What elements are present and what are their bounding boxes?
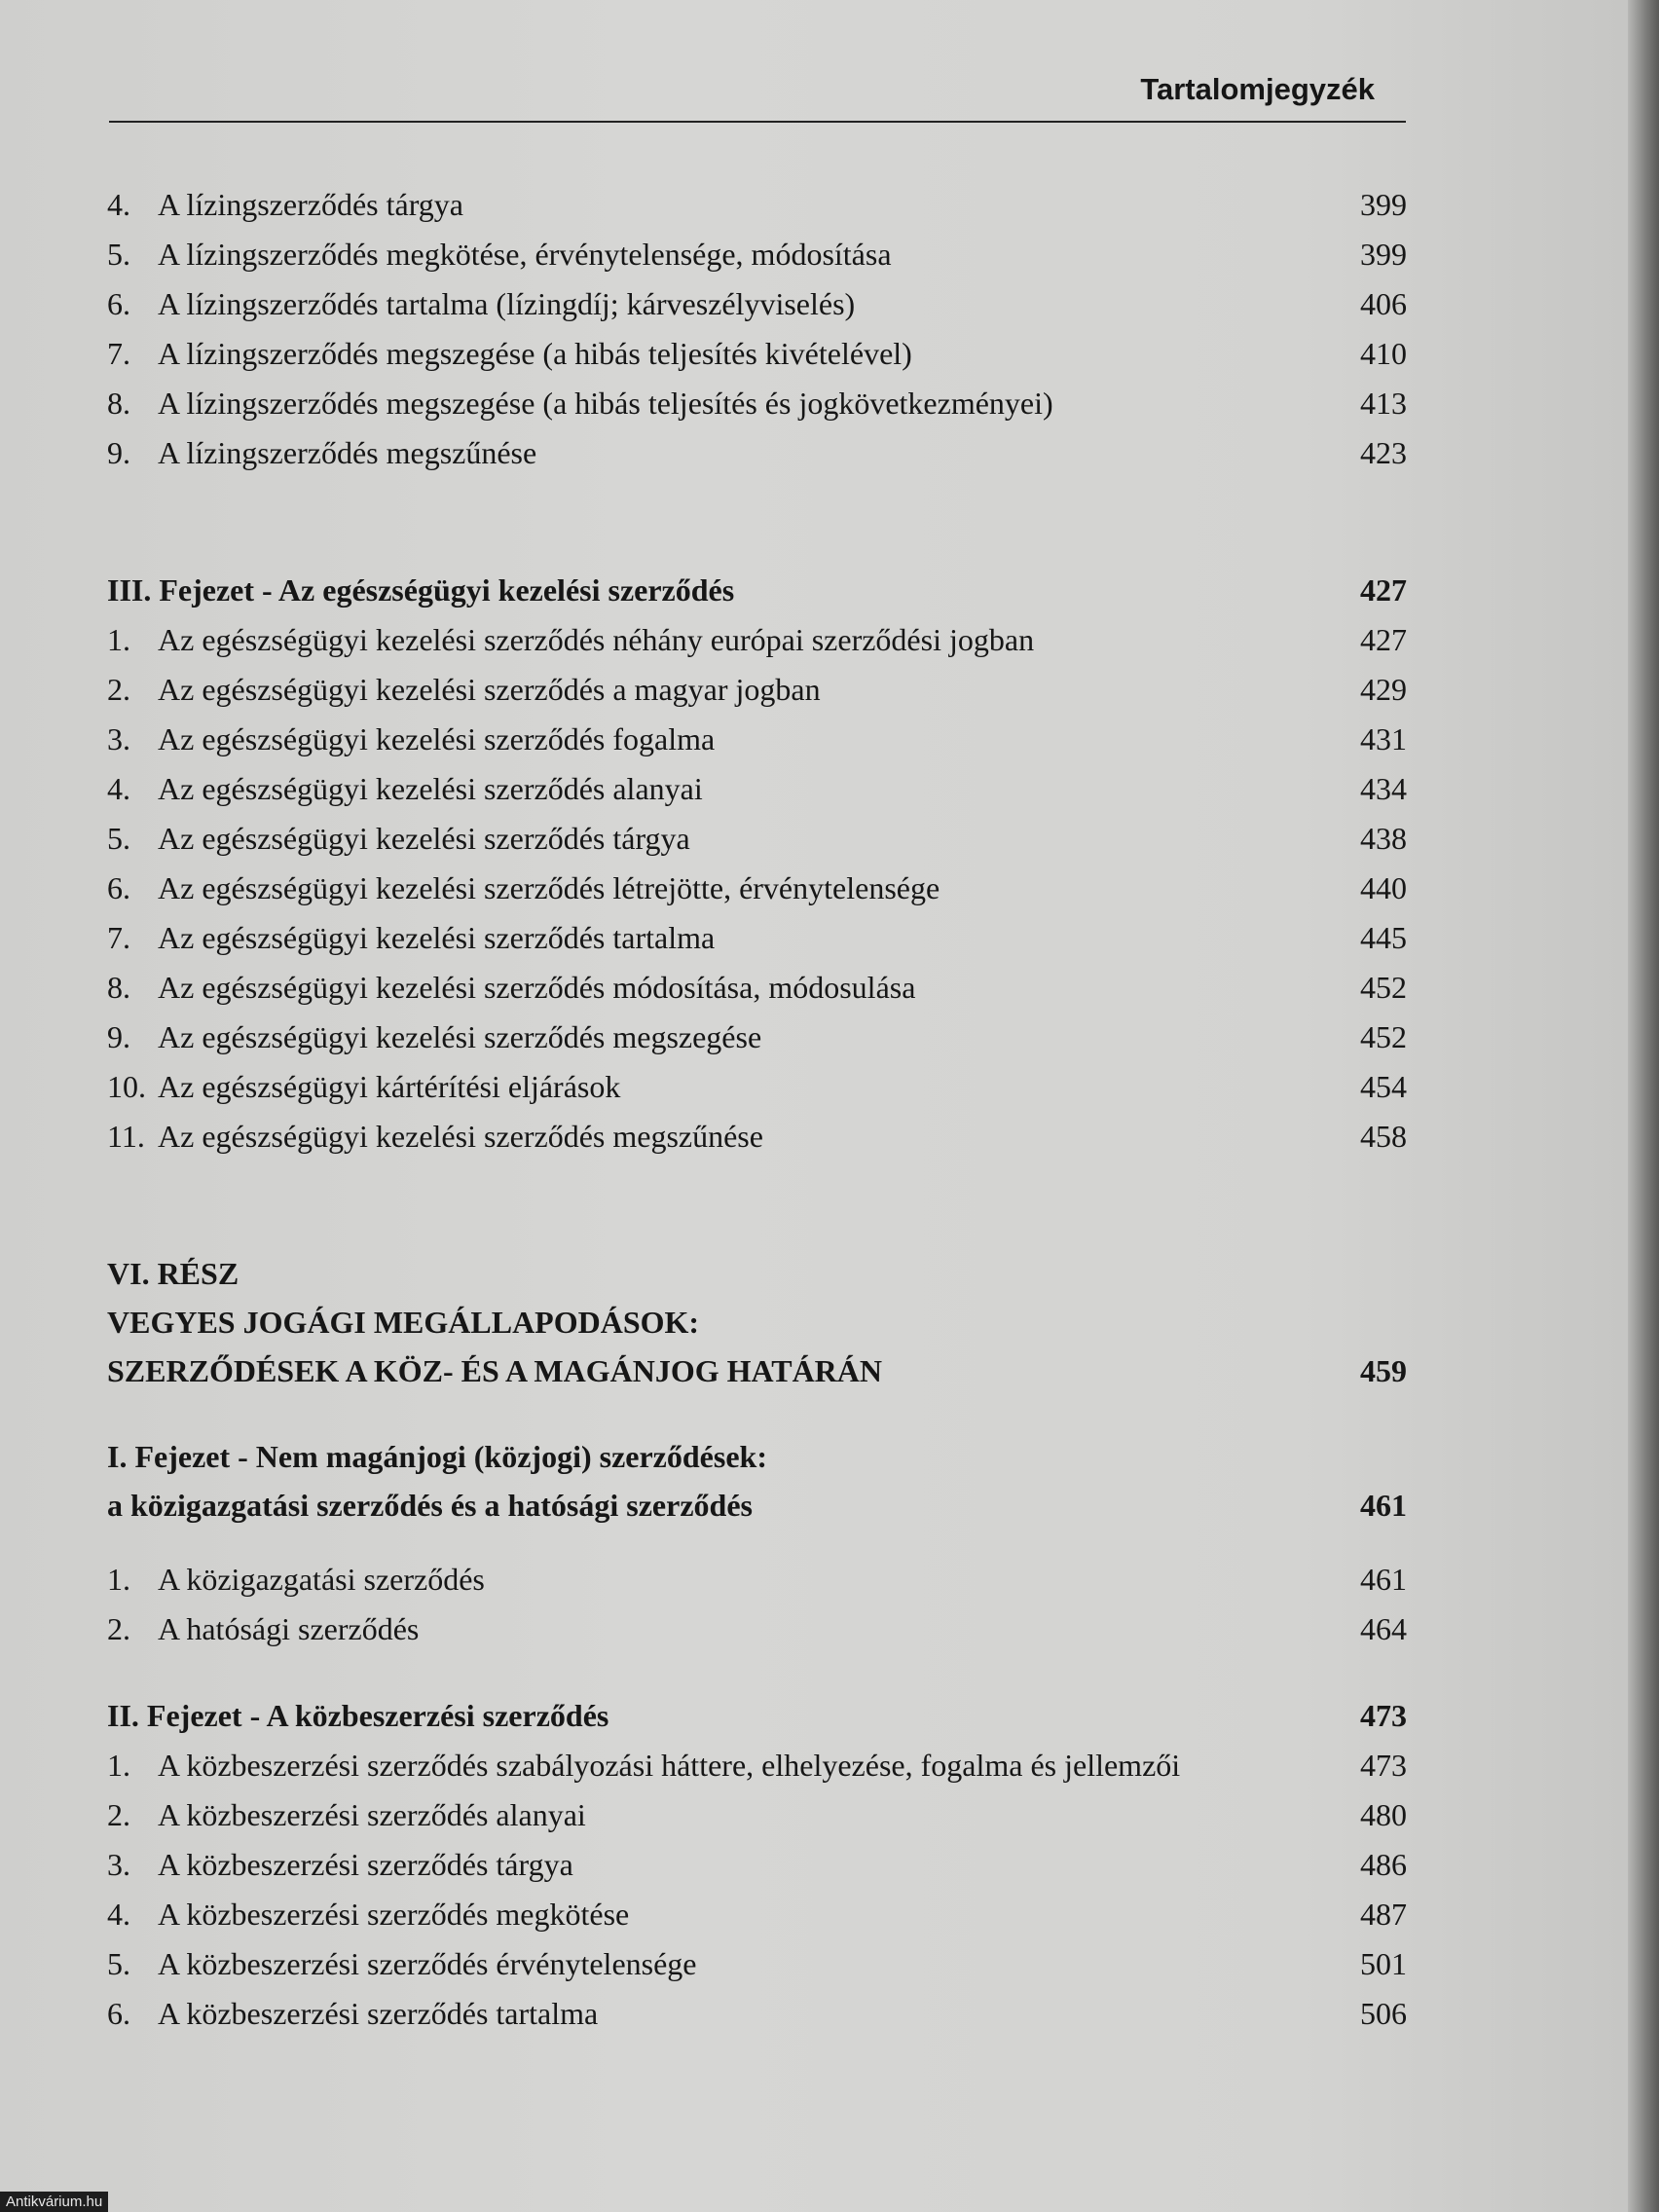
entry-number: 4.	[107, 771, 130, 806]
entry-title: A lízingszerződés megkötése, érvénytelensége, módosítása	[158, 237, 892, 272]
entry-number: 3.	[107, 1847, 130, 1882]
entry-title: Az egészségügyi kezelési szerződés módosítása, módosulása	[158, 970, 916, 1005]
entry-title: A közbeszerzési szerződés alanyai	[158, 1797, 586, 1832]
entry-page: 399	[1360, 187, 1407, 222]
entry-title: A közbeszerzési szerződés érvénytelensége	[158, 1946, 697, 1981]
entry-title: Az egészségügyi kezelési szerződés néhány európai szerződési jogban	[158, 622, 1035, 657]
toc-entry	[107, 1013, 1407, 1062]
entry-number: 1.	[107, 1748, 130, 1783]
entry-title: Az egészségügyi kezelési szerződés fogalma	[158, 721, 716, 756]
part-title-line1: VEGYES JOGÁGI MEGÁLLAPODÁSOK:	[107, 1305, 700, 1340]
toc-entry	[107, 1062, 1407, 1112]
entry-number: 7.	[107, 336, 130, 371]
entry-page: 480	[1360, 1797, 1407, 1832]
entry-number: 2.	[107, 672, 130, 707]
entry-page: 464	[1360, 1611, 1407, 1646]
toc-section-health	[107, 615, 1407, 1161]
toc-entry	[107, 715, 1407, 764]
toc-entry	[107, 379, 1407, 428]
entry-page: 413	[1360, 386, 1407, 421]
chapter-page: 427	[1360, 572, 1407, 608]
entry-title: A közbeszerzési szerződés tartalma	[158, 1996, 599, 2031]
entry-title: A lízingszerződés tárgya	[158, 187, 463, 222]
entry-page: 501	[1360, 1946, 1407, 1981]
entry-number: 1.	[107, 622, 130, 657]
entry-title: A hatósági szerződés	[158, 1611, 420, 1646]
entry-title: A közbeszerzési szerződés megkötése	[158, 1897, 630, 1932]
entry-page: 473	[1360, 1748, 1407, 1783]
part-title-line2: SZERZŐDÉSEK A KÖZ- ÉS A MAGÁNJOG HATÁRÁN	[107, 1353, 882, 1388]
toc-section-public-contracts	[107, 1555, 1407, 1654]
toc-entry	[107, 1741, 1407, 1790]
entry-number: 8.	[107, 386, 130, 421]
entry-page: 434	[1360, 771, 1407, 806]
entry-page: 486	[1360, 1847, 1407, 1882]
entry-title: Az egészségügyi kezelési szerződés tartalma	[158, 920, 716, 955]
entry-title: Az egészségügyi kezelési szerződés alanyai	[158, 771, 703, 806]
entry-page: 399	[1360, 237, 1407, 272]
toc-entry	[107, 963, 1407, 1013]
entry-title: Az egészségügyi kártérítési eljárások	[158, 1069, 621, 1104]
entry-page: 427	[1360, 622, 1407, 657]
page-edge	[1628, 0, 1659, 2212]
entry-page: 445	[1360, 920, 1407, 955]
entry-title: A lízingszerződés tartalma (lízingdíj; kárveszélyviselés)	[158, 286, 856, 321]
entry-number: 2.	[107, 1611, 130, 1646]
entry-page: 438	[1360, 821, 1407, 856]
entry-page: 452	[1360, 1019, 1407, 1054]
entry-number: 5.	[107, 1946, 130, 1981]
entry-number: 8.	[107, 970, 130, 1005]
entry-number: 9.	[107, 435, 130, 470]
running-head: Tartalomjegyzék	[1140, 72, 1375, 106]
toc-section-leasing	[107, 180, 1407, 478]
chapter-title: III. Fejezet - Az egészségügyi kezelési szerződés	[107, 572, 735, 608]
entry-number: 5.	[107, 237, 130, 272]
toc-entry	[107, 864, 1407, 913]
entry-page: 410	[1360, 336, 1407, 371]
chapter-title-line1: I. Fejezet - Nem magánjogi (közjogi) szerződések:	[107, 1439, 767, 1474]
entry-title: A közigazgatási szerződés	[158, 1562, 485, 1597]
toc-chapter-i	[107, 1432, 1407, 1530]
part-page: 459	[1360, 1353, 1407, 1388]
toc-chapter-iii	[107, 566, 1407, 615]
entry-number: 7.	[107, 920, 130, 955]
toc-part-vi	[107, 1249, 1407, 1395]
toc-entry	[107, 1989, 1407, 2039]
toc-entry	[107, 230, 1407, 279]
toc-entry	[107, 1790, 1407, 1840]
entry-number: 1.	[107, 1562, 130, 1597]
entry-title: Az egészségügyi kezelési szerződés a magyar jogban	[158, 672, 821, 707]
chapter-title-line2: a közigazgatási szerződés és a hatósági szerződés	[107, 1488, 753, 1523]
entry-number: 6.	[107, 870, 130, 905]
entry-page: 487	[1360, 1897, 1407, 1932]
toc-entry	[107, 1112, 1407, 1161]
entry-number: 6.	[107, 1996, 130, 2031]
site-watermark: Antikvárium.hu	[0, 2192, 108, 2212]
entry-number: 9.	[107, 1019, 130, 1054]
entry-title: A közbeszerzési szerződés tárgya	[158, 1847, 573, 1882]
toc-entry	[107, 1890, 1407, 1939]
entry-page: 431	[1360, 721, 1407, 756]
toc-entry	[107, 279, 1407, 329]
toc-entry	[107, 180, 1407, 230]
entry-page: 454	[1360, 1069, 1407, 1104]
entry-page: 429	[1360, 672, 1407, 707]
entry-number: 3.	[107, 721, 130, 756]
entry-title: A lízingszerződés megszűnése	[158, 435, 537, 470]
entry-number: 5.	[107, 821, 130, 856]
toc-entry	[107, 665, 1407, 715]
toc-entry	[107, 1939, 1407, 1989]
entry-number: 10.	[107, 1069, 146, 1104]
entry-page: 506	[1360, 1996, 1407, 2031]
entry-title: A lízingszerződés megszegése (a hibás teljesítés kivételével)	[158, 336, 912, 371]
toc-entry	[107, 428, 1407, 478]
entry-title: Az egészségügyi kezelési szerződés megszűnése	[158, 1119, 763, 1154]
toc-entry	[107, 913, 1407, 963]
entry-number: 6.	[107, 286, 130, 321]
toc-section-procurement	[107, 1741, 1407, 2039]
chapter-title: II. Fejezet - A közbeszerzési szerződés	[107, 1698, 609, 1733]
toc-entry	[107, 1840, 1407, 1890]
chapter-page: 473	[1360, 1698, 1407, 1733]
entry-title: Az egészségügyi kezelési szerződés megszegése	[158, 1019, 762, 1054]
toc-entry	[107, 764, 1407, 814]
header-rule	[109, 121, 1406, 123]
entry-title: A közbeszerzési szerződés szabályozási háttere, elhelyezése, fogalma és jellemzői	[158, 1748, 1181, 1783]
entry-number: 2.	[107, 1797, 130, 1832]
entry-page: 440	[1360, 870, 1407, 905]
toc-entry	[107, 1604, 1407, 1654]
toc-chapter-ii	[107, 1691, 1407, 1741]
entry-title: Az egészségügyi kezelési szerződés tárgya	[158, 821, 690, 856]
chapter-page: 461	[1360, 1488, 1407, 1523]
entry-page: 461	[1360, 1562, 1407, 1597]
toc-entry	[107, 615, 1407, 665]
entry-number: 11.	[107, 1119, 145, 1154]
entry-page: 423	[1360, 435, 1407, 470]
entry-title: Az egészségügyi kezelési szerződés létrejötte, érvénytelensége	[158, 870, 940, 905]
toc-entry	[107, 1555, 1407, 1604]
entry-title: A lízingszerződés megszegése (a hibás teljesítés és jogkövetkezményei)	[158, 386, 1053, 421]
entry-page: 458	[1360, 1119, 1407, 1154]
entry-number: 4.	[107, 1897, 130, 1932]
entry-number: 4.	[107, 187, 130, 222]
toc-entry	[107, 814, 1407, 864]
entry-page: 452	[1360, 970, 1407, 1005]
entry-page: 406	[1360, 286, 1407, 321]
toc-entry	[107, 329, 1407, 379]
part-number: VI. RÉSZ	[107, 1256, 240, 1291]
table-of-contents	[107, 180, 1407, 2039]
